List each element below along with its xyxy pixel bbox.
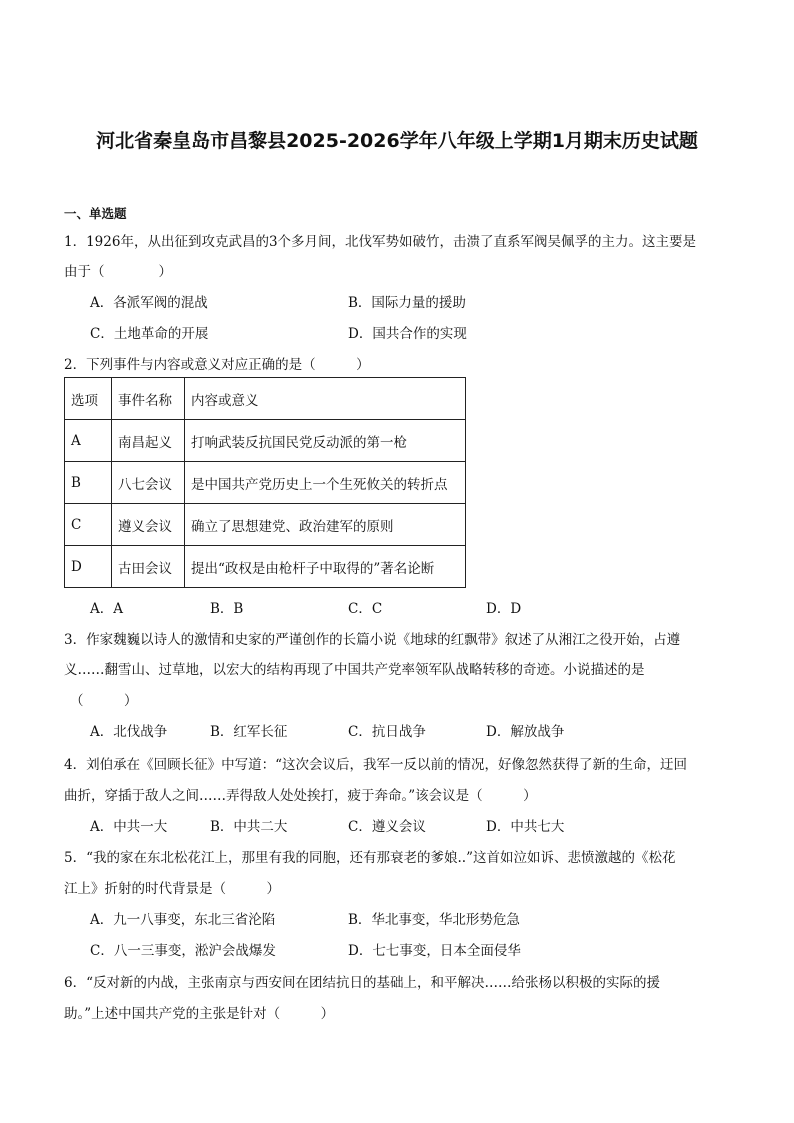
table-cell: D bbox=[65, 546, 112, 588]
question-1-option-a: A．各派军阀的混战 bbox=[90, 295, 208, 311]
question-2-table bbox=[64, 377, 466, 588]
question-5-option-d: D．七七事变，日本全面侵华 bbox=[348, 943, 521, 959]
table-header-cell: 内容或意义 bbox=[185, 378, 466, 420]
question-1-stem-line1: 1．1926年，从出征到攻克武昌的3个多月间，北伐军势如破竹，击溃了直系军阀吴佩孚的主力。这主要是 bbox=[64, 234, 697, 250]
question-2-option-b: B．B bbox=[210, 601, 244, 617]
question-5-stem-line1: 5．“我的家在东北松花江上，那里有我的同胞，还有那衰老的爹娘..”这首如泣如诉、悲愤激越的《松花 bbox=[64, 850, 676, 866]
question-2-option-d: D．D bbox=[486, 601, 522, 617]
question-5-stem-line2: 江上》折射的时代背景是（ ） bbox=[64, 881, 280, 897]
question-5-option-b: B．华北事变，华北形势危急 bbox=[348, 912, 520, 928]
table-cell: C bbox=[65, 504, 112, 546]
question-3-stem-line1: 3．作家魏巍以诗人的激情和史家的严谨创作的长篇小说《地球的红飘带》叙述了从湘江之役开始，占遵 bbox=[64, 632, 681, 648]
question-3-option-a: A．北伐战争 bbox=[90, 724, 168, 740]
question-2-stem: 2．下列事件与内容或意义对应正确的是（ ） bbox=[64, 357, 370, 373]
question-1-option-d: D．国共合作的实现 bbox=[348, 326, 467, 342]
table-row bbox=[65, 462, 466, 504]
question-2-option-c: C．C bbox=[348, 601, 383, 617]
question-5-option-a: A．九一八事变，东北三省沦陷 bbox=[90, 912, 276, 928]
question-6-stem-line2: 助。”上述中国共产党的主张是针对（ ） bbox=[64, 1006, 335, 1022]
question-4-option-d: D．中共七大 bbox=[486, 819, 565, 835]
question-3-stem-line3: （ ） bbox=[70, 693, 138, 709]
table-header-cell: 选项 bbox=[65, 378, 112, 420]
question-4-stem-line2: 曲折，穿插于敌人之间……弄得敌人处处挨打，疲于奔命。”该会议是（ ） bbox=[64, 788, 537, 804]
table-row bbox=[65, 504, 466, 546]
question-4-option-b: B．中共二大 bbox=[210, 819, 288, 835]
table-cell: 是中国共产党历史上一个生死攸关的转折点 bbox=[185, 462, 466, 504]
question-3-option-b: B．红军长征 bbox=[210, 724, 288, 740]
table-cell: 古田会议 bbox=[112, 546, 185, 588]
table-header-row bbox=[65, 378, 466, 420]
page-title: 河北省秦皇岛市昌黎县2025-2026学年八年级上学期1月期末历史试题 bbox=[96, 130, 698, 152]
table-cell: 遵义会议 bbox=[112, 504, 185, 546]
table-header-cell: 事件名称 bbox=[112, 378, 185, 420]
question-1-option-c: C．土地革命的开展 bbox=[90, 326, 209, 342]
table-cell: A bbox=[65, 420, 112, 462]
table-row bbox=[65, 546, 466, 588]
question-5-option-c: C．八一三事变，淞沪会战爆发 bbox=[90, 943, 276, 959]
table-row bbox=[65, 420, 466, 462]
question-4-option-a: A．中共一大 bbox=[90, 819, 168, 835]
question-3-option-c: C．抗日战争 bbox=[348, 724, 426, 740]
question-6-stem-line1: 6．“反对新的内战，主张南京与西安间在团结抗日的基础上，和平解决……给张杨以积极的实际的援 bbox=[64, 975, 660, 991]
question-2-option-a: A．A bbox=[90, 601, 123, 617]
table-cell: 提出“政权是由枪杆子中取得的”著名论断 bbox=[185, 546, 466, 588]
section-heading: 一、单选题 bbox=[64, 206, 127, 221]
question-3-option-d: D．解放战争 bbox=[486, 724, 565, 740]
table-cell: 确立了思想建党、政治建军的原则 bbox=[185, 504, 466, 546]
question-1-stem-line2: 由于（ ） bbox=[64, 264, 172, 280]
question-3-stem-line2: 义……翻雪山、过草地，以宏大的结构再现了中国共产党率领军队战略转移的奇迹。小说描述的是 bbox=[64, 662, 645, 678]
table-cell: 南昌起义 bbox=[112, 420, 185, 462]
question-4-stem-line1: 4．刘伯承在《回顾长征》中写道：“这次会议后，我军一反以前的情况，好像忽然获得了新的生命，迂回 bbox=[64, 757, 687, 773]
table-cell: B bbox=[65, 462, 112, 504]
table-cell: 打响武装反抗国民党反动派的第一枪 bbox=[185, 420, 466, 462]
question-4-option-c: C．遵义会议 bbox=[348, 819, 426, 835]
question-1-option-b: B．国际力量的援助 bbox=[348, 295, 466, 311]
table-cell: 八七会议 bbox=[112, 462, 185, 504]
